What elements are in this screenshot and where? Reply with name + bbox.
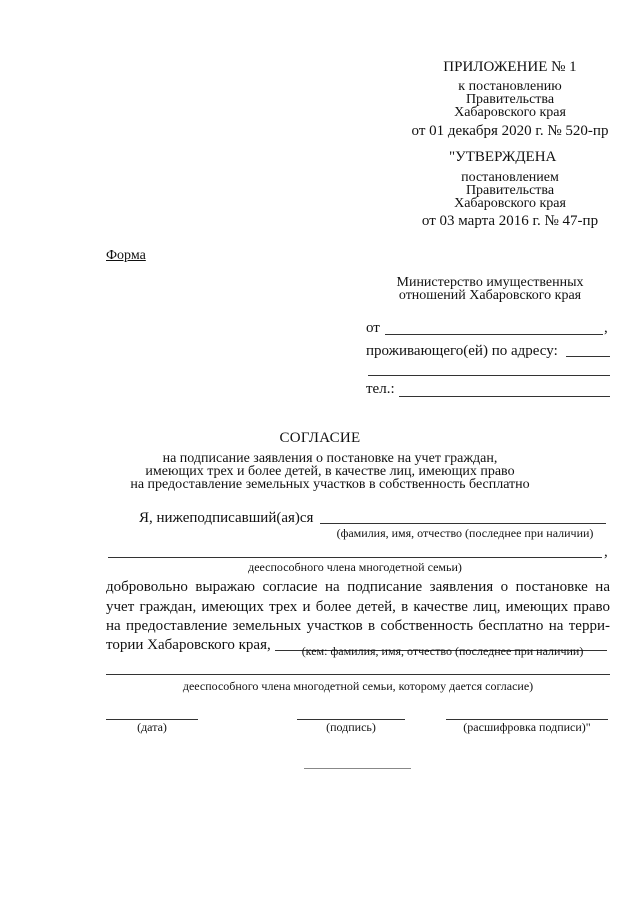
paragraph-line4: тории Хабаровского края, <box>106 637 271 653</box>
phone-label: тел.: <box>366 381 395 397</box>
from-line[interactable] <box>385 334 603 335</box>
address-line-2[interactable] <box>368 375 610 376</box>
approved-title: "УТВЕРЖДЕНА <box>449 149 557 165</box>
decoding-caption: (расшифровка подписи)" <box>463 720 591 734</box>
hint-fio: (фамилия, имя, отчество (последнее при наличии) <box>336 526 594 540</box>
paragraph-line2: учет граждан, имеющих трех и более детей, в качестве лиц, имеющих право <box>106 599 610 615</box>
approved-by-resolution: постановлением <box>461 170 559 185</box>
consent-subtitle-line3: на предоставление земельных участков в собственность бесплатно <box>130 477 530 492</box>
from-comma: , <box>604 320 608 336</box>
capable-member-comma: , <box>604 544 608 560</box>
consent-subtitle-line2: имеющих трех и более детей, в качестве лиц, имеющих право <box>145 464 515 479</box>
hint-by-whom: (кем: фамилия, имя, отчество (последнее при наличии) <box>301 644 584 658</box>
paragraph-line3: на предоставление земельных участков в собственность бесплатно на терри- <box>106 618 610 634</box>
consent-given-line[interactable] <box>106 674 610 675</box>
address-line-1[interactable] <box>566 356 610 357</box>
phone-line[interactable] <box>399 396 610 397</box>
from-label: от <box>366 320 380 336</box>
addressee-line2: отношений Хабаровского края <box>398 288 582 303</box>
appendix-to-resolution: к постановлению <box>458 79 562 94</box>
fio-line[interactable] <box>320 523 606 524</box>
approved-region: Хабаровского края <box>454 196 566 211</box>
approved-government: Правительства <box>465 183 555 198</box>
hint-consent-given: дееспособного члена многодетной семьи, которому дается согласие) <box>182 679 534 693</box>
appendix-date-number: от 01 декабря 2020 г. № 520-пр <box>411 123 609 139</box>
consent-title: СОГЛАСИЕ <box>279 430 361 446</box>
closing-separator <box>304 768 411 769</box>
addressee-line1: Министерство имущественных <box>396 275 584 290</box>
consent-subtitle-line1: на подписание заявления о постановке на учет граждан, <box>162 451 498 466</box>
undersigned-label: Я, нижеподписавший(ая)ся <box>139 510 314 526</box>
date-caption: (дата) <box>137 720 167 734</box>
approved-date-number: от 03 марта 2016 г. № 47-пр <box>421 213 599 229</box>
hint-capable-member: дееспособного члена многодетной семьи) <box>248 560 462 574</box>
paragraph-line1: добровольно выражаю согласие на подписание заявления о постановке на <box>106 579 610 595</box>
appendix-region: Хабаровского края <box>454 105 566 120</box>
signature-caption: (подпись) <box>326 720 376 734</box>
capable-member-line[interactable] <box>108 557 602 558</box>
residing-label: проживающего(ей) по адресу: <box>366 343 558 359</box>
form-label: Форма <box>106 248 146 263</box>
appendix-title: ПРИЛОЖЕНИЕ № 1 <box>443 59 577 75</box>
appendix-government: Правительства <box>465 92 555 107</box>
